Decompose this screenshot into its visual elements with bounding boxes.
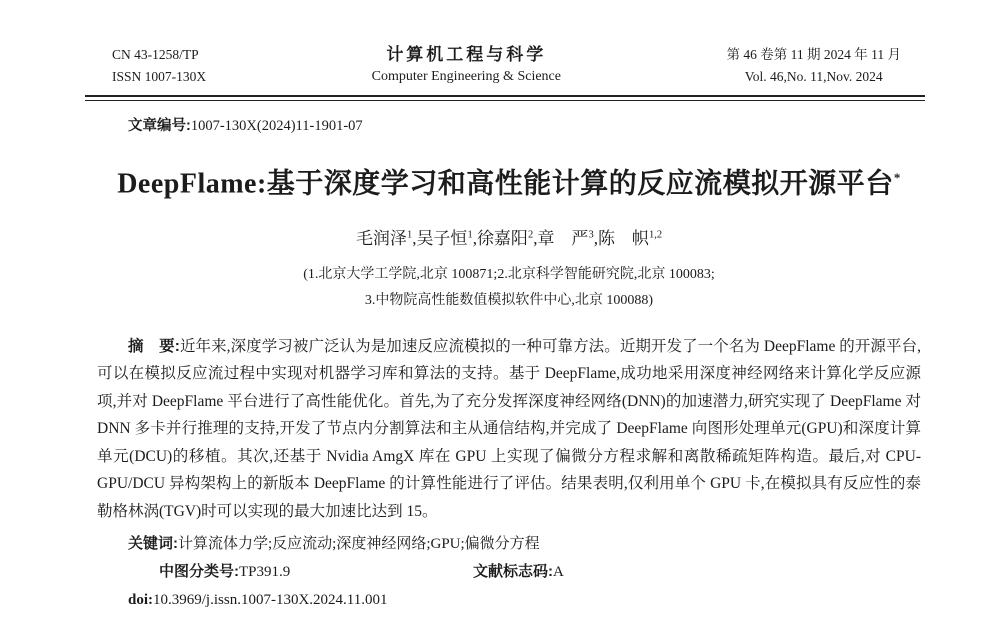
journal-header [85, 44, 925, 101]
author-affiliation-mark: 1,2 [648, 229, 663, 241]
doi-value: 10.3969/j.issn.1007-130X.2024.11.001 [153, 592, 388, 609]
journal-codes [112, 44, 206, 88]
journal-name-en: Computer Engineering & Science [371, 69, 561, 84]
header-divider-rule [85, 95, 925, 101]
affiliations-block [97, 262, 921, 314]
journal-cn-number: CN 43-1258/TP [112, 47, 199, 62]
author [477, 229, 538, 248]
author [356, 229, 417, 248]
article-body [97, 114, 921, 614]
author-name: 徐嘉阳 [476, 228, 528, 248]
author-separator: , [412, 228, 417, 248]
doc-code-label: 文献标志码: [473, 563, 553, 581]
paper-title [97, 160, 921, 202]
author-affiliation-mark: 2 [527, 229, 534, 241]
doi-label: doi: [128, 592, 154, 609]
journal-issue-zh: 第 46 卷第 11 期 2024 年 11 月 [726, 47, 901, 62]
article-number-label: 文章编号: [128, 118, 191, 134]
affiliation-line: (1.北京大学工学院,北京 100871;2.北京科学智能研究院,北京 100083; [303, 266, 715, 282]
keywords-line [97, 530, 921, 558]
journal-issn: ISSN 1007-130X [112, 69, 207, 84]
abstract-text: 近年来,深度学习被广泛认为是加速反应流模拟的一种可靠方法。近期开发了一个名为 DeepFlame 的开源平台,可以在模拟反应流过程中实现对机器学习库和算法的支持。基于 DeepFlame,成功地采用深度神经网络来计算化学反应源项,并对 DeepFlame 平台进行了高性能优化。首先,为了充分发挥深度神经网络(DNN)的加速潜力,研究实现了 DeepFlame 对 DNN 多卡并行推理的支持,开发了节点内分割算法和主从通信结构,并完成了 DeepFlame 向图形处理单元(GPU)和深度计算单元(DCU)的移植。其次,还基于 Nvidia AmgX 库在 GPU 上实现了偏微分方程求解和离散稀疏矩阵构造。最后,对 CPU-GPU/DCU 异构架构上的新版本 DeepFlame 的计算性能进行了评估。结果表明,仅利用单个 GPU 卡,在模拟具有反应性的泰勒格林涡(TGV)时可以实现的最大加速比达到 15。 [97, 337, 921, 520]
journal-issue-en: Vol. 46,No. 11,Nov. 2024 [744, 69, 883, 84]
paper-title-text: DeepFlame:基于深度学习和高性能计算的反应流模拟开源平台 [117, 168, 894, 200]
journal-name-block [372, 44, 561, 87]
abstract-label: 摘 要: [128, 337, 180, 355]
article-number-line [97, 114, 921, 135]
author [416, 229, 477, 248]
author-separator: , [593, 228, 598, 248]
abstract-paragraph [97, 333, 921, 526]
author-name: 吴子恒 [416, 228, 468, 248]
doc-code-segment [473, 564, 564, 580]
classification-line [97, 558, 921, 586]
doc-code-value: A [553, 564, 564, 581]
affiliation-line: 3.中物院高性能数值模拟软件中心,北京 100088) [364, 292, 654, 308]
author-name: 陈 帜 [597, 228, 649, 248]
clc-label: 中图分类号: [159, 563, 239, 581]
authors-line [97, 223, 921, 251]
keywords-label: 关键词: [128, 535, 178, 553]
keywords-text: 计算流体力学;反应流动;深度神经网络;GPU;偏微分方程 [178, 536, 540, 553]
clc-value: TP391.9 [239, 564, 291, 581]
doi-line [97, 586, 921, 614]
author [537, 229, 598, 248]
author-separator: , [533, 228, 538, 248]
title-footnote-mark: * [893, 170, 901, 185]
author-affiliation-mark: 1 [467, 229, 473, 241]
author-name: 章 严 [537, 228, 589, 248]
article-number-value: 1007-130X(2024)11-1901-07 [190, 118, 363, 134]
author-affiliation-mark: 3 [588, 229, 594, 241]
journal-issue-block [726, 44, 901, 88]
journal-name-zh: 计算机工程与科学 [386, 45, 547, 64]
author [598, 229, 662, 248]
author-separator: , [472, 228, 477, 248]
author-affiliation-mark: 1 [406, 229, 413, 241]
clc-segment [128, 558, 473, 586]
author-name: 毛润泽 [355, 228, 407, 248]
